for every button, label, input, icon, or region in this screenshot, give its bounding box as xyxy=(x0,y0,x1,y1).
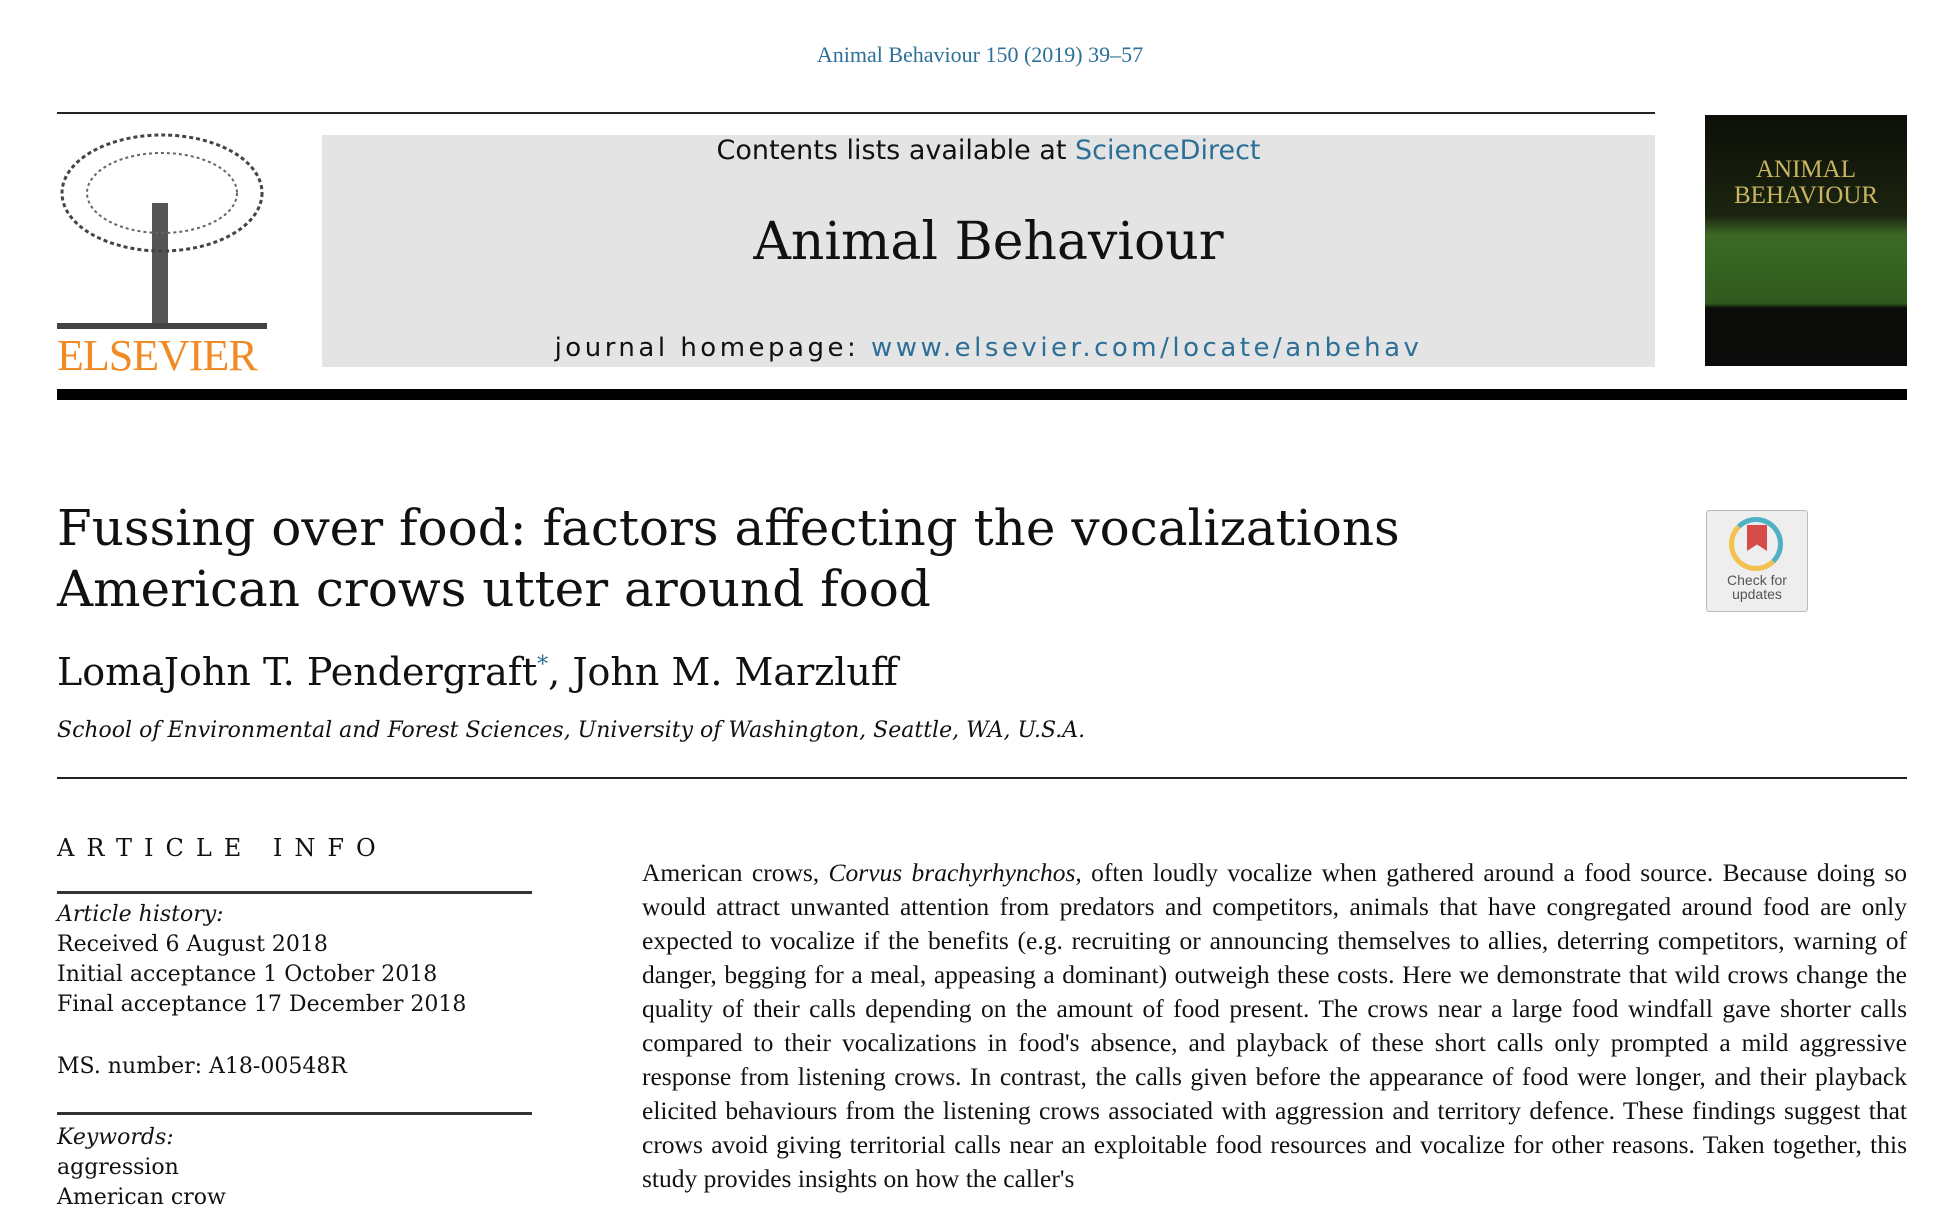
header-bar xyxy=(57,389,1907,400)
species-name: Corvus brachyrhynchos xyxy=(828,858,1076,887)
history-label: Article history: xyxy=(57,902,224,927)
author-name[interactable]: LomaJohn T. Pendergraft xyxy=(57,650,538,694)
contents-label: Contents lists available at xyxy=(716,135,1075,166)
abstract-lead: American crows, xyxy=(642,858,829,887)
affiliation: School of Environmental and Forest Sciences, University of Washington, Seattle, WA, U.S.A. xyxy=(57,718,1086,743)
keywords-label: Keywords: xyxy=(57,1125,174,1150)
author-list xyxy=(57,650,898,694)
abstract-body: , often loudly vocalize when gathered around a food source. Because doing so would attract unwanted attention from predators and competitors, animals that have congregated around food are only expected to vocalize if the benefits (e.g. recruiting or announcing themselves to allies, deterring competitors, warning of danger, begging for a meal, appeasing a dominant) outweigh these costs. Here we demonstrate that wild crows change the quality of their calls depending on the amount of food present. The crows near a large food windfall gave shorter calls compared to their vocalizations in food's absence, and playback of these short calls only prompted a mild aggressive response from listening crows. In contrast, the calls given before the appearance of food were longer, and their playback elicited behaviours from the listening crows associated with aggression and territory defence. These findings suggest that crows avoid giving territorial calls near an exploitable food resources and vocalize for other reasons. Taken together, this study provides insights on how the caller's xyxy=(642,858,1907,1193)
divider xyxy=(57,891,532,894)
abstract-text xyxy=(642,856,1907,1196)
homepage-line xyxy=(322,333,1655,363)
divider xyxy=(57,112,1655,114)
author-separator: , xyxy=(548,650,573,694)
cover-title: ANIMAL BEHAVIOUR xyxy=(1734,156,1878,209)
contents-line xyxy=(322,135,1655,166)
final-acceptance-date: Final acceptance 17 December 2018 xyxy=(57,992,467,1017)
journal-title: Animal Behaviour xyxy=(753,212,1224,272)
elsevier-wordmark: ELSEVIER xyxy=(57,331,257,380)
article-info-heading: ARTICLE INFO xyxy=(57,834,388,862)
ms-number: MS. number: A18-00548R xyxy=(57,1054,347,1079)
journal-banner xyxy=(322,135,1655,367)
journal-cover-image[interactable] xyxy=(1705,115,1907,366)
badge-label: Check for updates xyxy=(1727,572,1787,602)
keyword: American crow xyxy=(57,1185,226,1210)
sciencedirect-link[interactable]: ScienceDirect xyxy=(1075,135,1261,166)
author-name[interactable]: John M. Marzluff xyxy=(572,650,898,694)
divider xyxy=(57,1112,532,1115)
journal-citation[interactable]: Animal Behaviour 150 (2019) 39–57 xyxy=(816,42,1144,67)
divider xyxy=(57,777,1907,779)
homepage-label: journal homepage: xyxy=(554,333,871,363)
check-for-updates-button[interactable] xyxy=(1706,510,1808,612)
initial-acceptance-date: Initial acceptance 1 October 2018 xyxy=(57,962,438,987)
corresponding-author-mark[interactable]: * xyxy=(537,652,549,678)
homepage-link[interactable]: www.elsevier.com/locate/anbehav xyxy=(871,333,1423,363)
article-title: Fussing over food: factors affecting the vocalizations American crows utter around food xyxy=(57,499,1400,618)
keyword: aggression xyxy=(57,1155,179,1180)
received-date: Received 6 August 2018 xyxy=(57,932,328,957)
